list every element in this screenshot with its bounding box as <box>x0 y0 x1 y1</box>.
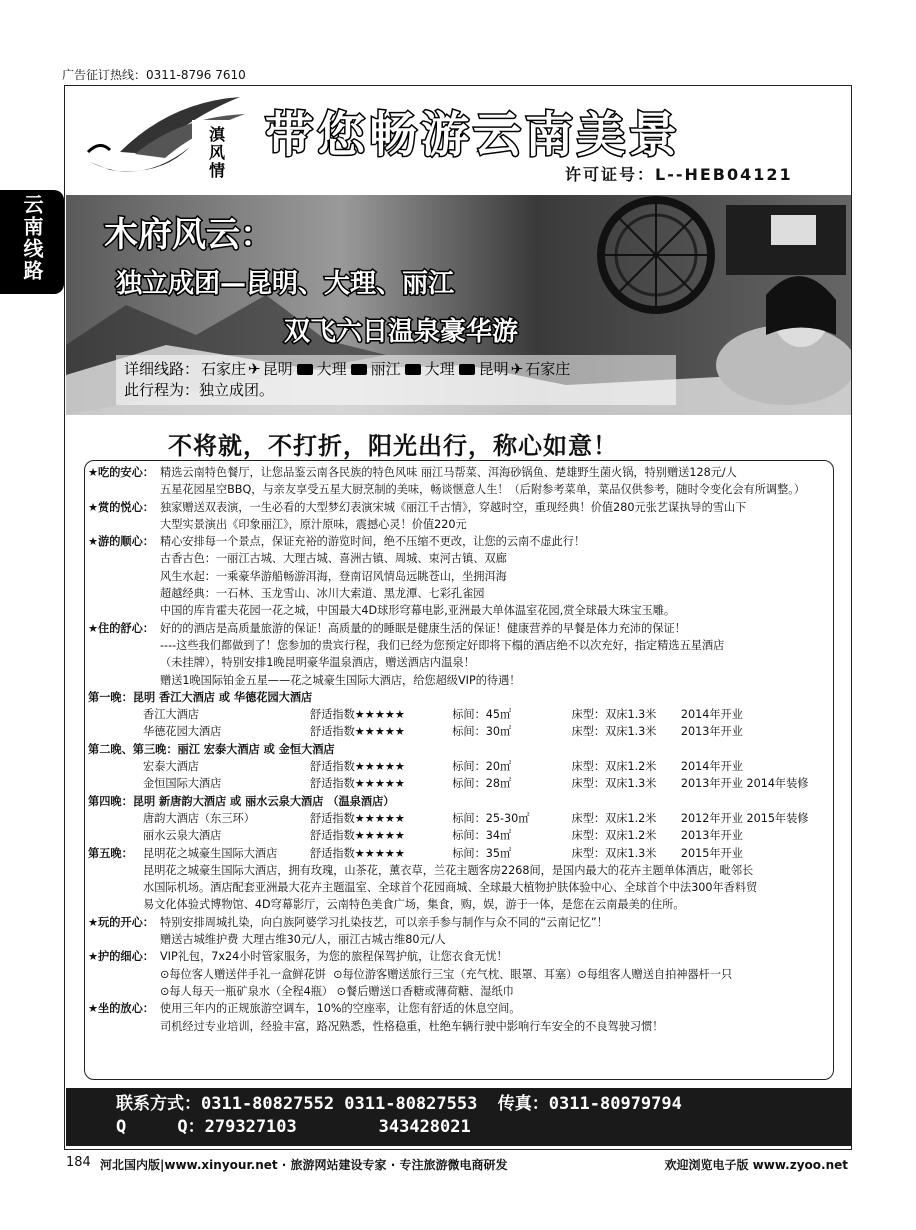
hotel-row <box>88 845 830 862</box>
hotel-opened: 2013年开业 2014年装修 <box>680 777 809 791</box>
footer-right: 欢迎浏览电子版 www.zyoo.net <box>664 1158 848 1172</box>
section-line: 独家赠送双表演，一生必看的大型梦幻表演宋城《丽江千古情》，穿越时空，重现经典！价值280元张艺谋执导的雪山下 <box>160 500 747 514</box>
section-label: ★坐的放心： <box>88 1002 154 1016</box>
hotel-row <box>88 810 830 827</box>
hotel-name: 香江大酒店 <box>143 708 199 722</box>
hotel-bed: 床型：双床1.3米 <box>571 777 657 791</box>
section-label: ★游的顺心： <box>88 535 154 549</box>
side-tab <box>0 190 64 294</box>
route-stop: 大理 <box>316 360 347 378</box>
ad-hotline: 广告征订热线：0311-8796 7610 <box>62 68 246 82</box>
route-stop: 昆明 <box>478 360 509 378</box>
hotel-room: 标间：28㎡ <box>452 777 512 791</box>
section-line: ⊙每人每天一瓶矿泉水（全程4瓶） ⊙餐后赠送口香糖或薄荷糖、湿纸巾 <box>160 984 514 998</box>
night-heading: 第二晚、第三晚：丽江 宏泰大酒店 或 金恒大酒店 <box>88 742 335 756</box>
section-fun <box>88 914 830 949</box>
hotel-opened: 2014年开业 <box>680 760 743 774</box>
hotel-name: 丽水云泉大酒店 <box>143 829 222 843</box>
night-heading: 第一晚：昆明 香江大酒店 或 华德花园大酒店 <box>88 690 313 704</box>
hotel-room: 标间：30㎡ <box>452 725 512 739</box>
section-tour <box>88 533 830 619</box>
hotel-name: 昆明花之城豪生国际大酒店 <box>143 846 278 860</box>
section-line: 中国的库肯霍夫花园一花之城，中国最大4D球形穹幕电影,亚洲最大单体温室花园,赏全球最大珠宝玉雕。 <box>160 604 676 618</box>
company-logo <box>80 92 250 187</box>
hotel-row <box>88 706 830 723</box>
hotel-rating: 舒适指数★★★★★ <box>310 708 405 722</box>
hotel-name: 唐韵大酒店（东三环） <box>143 811 255 825</box>
hotel-bed: 床型：双床1.3米 <box>571 725 657 739</box>
section-line: （未挂牌），特别安排1晚昆明豪华温泉酒店，赠送酒店内温泉！ <box>160 656 475 670</box>
section-line: ----这些我们都做到了！您参加的贵宾行程，我们已经为您预定好即将下榻的酒店绝不以次充好，指定精选五星酒店 <box>160 638 725 652</box>
section-eat <box>88 464 830 499</box>
section-show <box>88 499 830 534</box>
section-line: 好的的酒店是高质量旅游的保证！高质量的的睡眠是健康生活的保证！健康营养的早餐是体力充沛的保证！ <box>160 621 686 635</box>
section-ride <box>88 1000 830 1035</box>
hotel-rating: 舒适指数★★★★★ <box>310 846 405 860</box>
banner-title: 木府风云： <box>104 215 274 255</box>
svg-text:滇: 滇 <box>208 125 226 144</box>
hotel-bed: 床型：双床1.2米 <box>571 829 657 843</box>
headline: 带您畅游云南美景 <box>265 107 682 163</box>
route-note: 此行程为：独立成团。 <box>124 381 275 399</box>
hotel-opened: 2012年开业 2015年装修 <box>680 811 809 825</box>
hotel-bed: 床型：双床1.2米 <box>571 811 657 825</box>
license-number: 许可证号：L--HEB04121 <box>565 165 793 184</box>
hotel-row <box>88 758 830 775</box>
section-line: ⊙每位客人赠送伴手礼一盒鲜花饼 ⊙每位游客赠送旅行三宝（充气枕、眼罩、耳塞）⊙每组客人赠送自拍神器杆一只 <box>160 967 733 981</box>
section-label: ★赏的悦心： <box>88 500 154 514</box>
hotel-room: 标间：25-30㎡ <box>452 811 530 825</box>
route-stop: 丽江 <box>370 360 401 378</box>
hotel-row <box>88 723 830 740</box>
route-stop: 石家庄 <box>525 360 571 378</box>
route-stop: 石家庄 <box>201 360 247 378</box>
hotel-opened: 2013年开业 <box>680 725 743 739</box>
section-label: ★玩的开心： <box>88 915 154 929</box>
section-label: ★吃的安心： <box>88 466 154 479</box>
section-label: ★护的细心： <box>88 950 154 964</box>
hotel-name: 宏泰大酒店 <box>143 760 199 774</box>
hotel-bed: 床型：双床1.2米 <box>571 760 657 774</box>
hotel-rating: 舒适指数★★★★★ <box>310 725 405 739</box>
section-stay <box>88 620 830 689</box>
section-line: 特别安排周城扎染，向白族阿婆学习扎染技艺，可以亲手参与制作与众不同的“云南记忆”！ <box>160 915 608 929</box>
plane-icon: ✈ <box>510 360 524 378</box>
section-line: 赠送1晚国际铂金五星——花之城豪生国际大酒店，给您超级VIP的待遇！ <box>160 673 521 687</box>
hotel-night-5 <box>88 845 830 914</box>
section-label: ★住的舒心： <box>88 621 154 635</box>
hotel-rating: 舒适指数★★★★★ <box>310 777 405 791</box>
hotel-opened: 2013年开业 <box>680 829 743 843</box>
hotel-row <box>88 827 830 844</box>
bus-icon <box>351 364 367 375</box>
banner-subtitle-2: 双飞六日温泉豪华游 <box>284 317 519 347</box>
section-line: 大型实景演出《印象丽江》，原汁原味，震撼心灵！价值220元 <box>160 517 467 531</box>
section-line: 昆明花之城豪生国际大酒店，拥有玫瑰，山茶花，薰衣草，兰花主题客房2268间，是国内最大的花卉主题单体酒店，毗邻长 <box>143 863 754 877</box>
route-box <box>116 355 676 405</box>
route-label: 详细线路： <box>124 360 200 378</box>
hotel-opened: 2014年开业 <box>680 708 743 722</box>
section-line: 精心安排每一个景点，保证充裕的游览时间，绝不压缩不更改，让您的云南不虚此行！ <box>160 535 586 549</box>
bus-icon <box>459 364 475 375</box>
bus-icon <box>297 364 313 375</box>
svg-text:风: 风 <box>208 143 226 162</box>
route-stop: 昆明 <box>262 360 293 378</box>
section-line: 易文化体验式博物馆、4D穹幕影厅，云南特色美食广场，集食，购，娱，游于一体，是您在云南最美的住所。 <box>143 898 685 912</box>
slogan: 不将就，不打折，阳光出行，称心如意！ <box>168 432 618 460</box>
bus-icon <box>405 364 421 375</box>
route-stop: 大理 <box>424 360 455 378</box>
hotel-room: 标间：35㎡ <box>452 846 512 860</box>
section-line: 风生水起：一乘豪华游船畅游洱海，登南诏风情岛远眺苍山，坐拥洱海 <box>160 569 507 583</box>
hotel-name: 华德花园大酒店 <box>143 725 222 739</box>
section-line: 司机经过专业培训，经验丰富，路况熟悉，性格稳重，杜绝车辆行驶中影响行车安全的不良驾驶习惯！ <box>160 1019 664 1033</box>
plane-icon: ✈ <box>248 360 261 378</box>
hotel-room: 标间：34㎡ <box>452 829 512 843</box>
hotel-bed: 床型：双床1.3米 <box>571 708 657 722</box>
hotel-rating: 舒适指数★★★★★ <box>310 811 405 825</box>
hotel-room: 标间：45㎡ <box>452 708 512 722</box>
route-line <box>124 359 668 380</box>
section-line: VIP礼包，7x24小时管家服务，为您的旅程保驾护航，让您衣食无忧！ <box>160 950 508 964</box>
section-care <box>88 948 830 1000</box>
banner <box>66 195 851 415</box>
hotel-rating: 舒适指数★★★★★ <box>310 829 405 843</box>
svg-text:情: 情 <box>208 161 226 180</box>
section-line: 水国际机场。酒店配套亚洲最大花卉主题温室、全球首个花园商城、全球最大植物护肤体验中心、全球首个中法300年香料贸 <box>143 881 758 895</box>
itinerary-details <box>88 464 830 1035</box>
hotel-name: 金恒国际大酒店 <box>143 777 222 791</box>
hotel-room: 标间：20㎡ <box>452 760 512 774</box>
section-line: 精选云南特色餐厅，让您品鉴云南各民族的特色风味 丽江马帮菜、洱海砂锅鱼、楚雄野生菌火锅，特别赠送128元/人 <box>160 466 737 479</box>
section-line: 使用三年内的正规旅游空调车，10%的空座率，让您有舒适的休息空间。 <box>160 1002 521 1016</box>
banner-subtitle-1: 独立成团—昆明、大理、丽江 <box>116 269 455 299</box>
section-line: 古香古色：一丽江古城、大理古城、喜洲古镇、周城、束河古镇、双廊 <box>160 552 507 566</box>
contact-phones: 联系方式：0311-80827552 0311-80827553 传真：0311-80979794 <box>116 1094 682 1114</box>
section-line: 超越经典：一石林、玉龙雪山、冰川大索道、黑龙潭、七彩孔雀园 <box>160 587 485 601</box>
page-number: 184 <box>66 1155 91 1170</box>
section-line: 赠送古城维护费 大理古维30元/人，丽江古城古维80元/人 <box>160 933 446 947</box>
section-line: 五星花园星空BBQ，与亲友享受五星大厨烹制的美味，畅谈惬意人生！（后附参考菜单，菜品仅供参考，随时令变化会有所调整。） <box>160 483 806 497</box>
hotel-night-1 <box>88 689 830 741</box>
contact-qq: Q Q：279327103 343428021 <box>116 1117 471 1137</box>
night-heading: 第四晚：昆明 新唐韵大酒店 或 丽水云泉大酒店 （温泉酒店） <box>88 794 395 808</box>
footer-left: 河北国内版|www.xinyour.net · 旅游网站建设专家 · 专注旅游微电商研发 <box>100 1158 508 1172</box>
hotel-bed: 床型：双床1.3米 <box>571 846 657 860</box>
hotel-rating: 舒适指数★★★★★ <box>310 760 405 774</box>
night-heading: 第五晚： <box>88 846 133 860</box>
contact-bar <box>66 1088 851 1146</box>
hotel-night-2-3 <box>88 741 830 793</box>
side-tab-label: 云南线路 <box>20 194 44 282</box>
hotel-night-4 <box>88 793 830 845</box>
hotel-opened: 2015年开业 <box>680 846 743 860</box>
hotel-row <box>88 775 830 792</box>
